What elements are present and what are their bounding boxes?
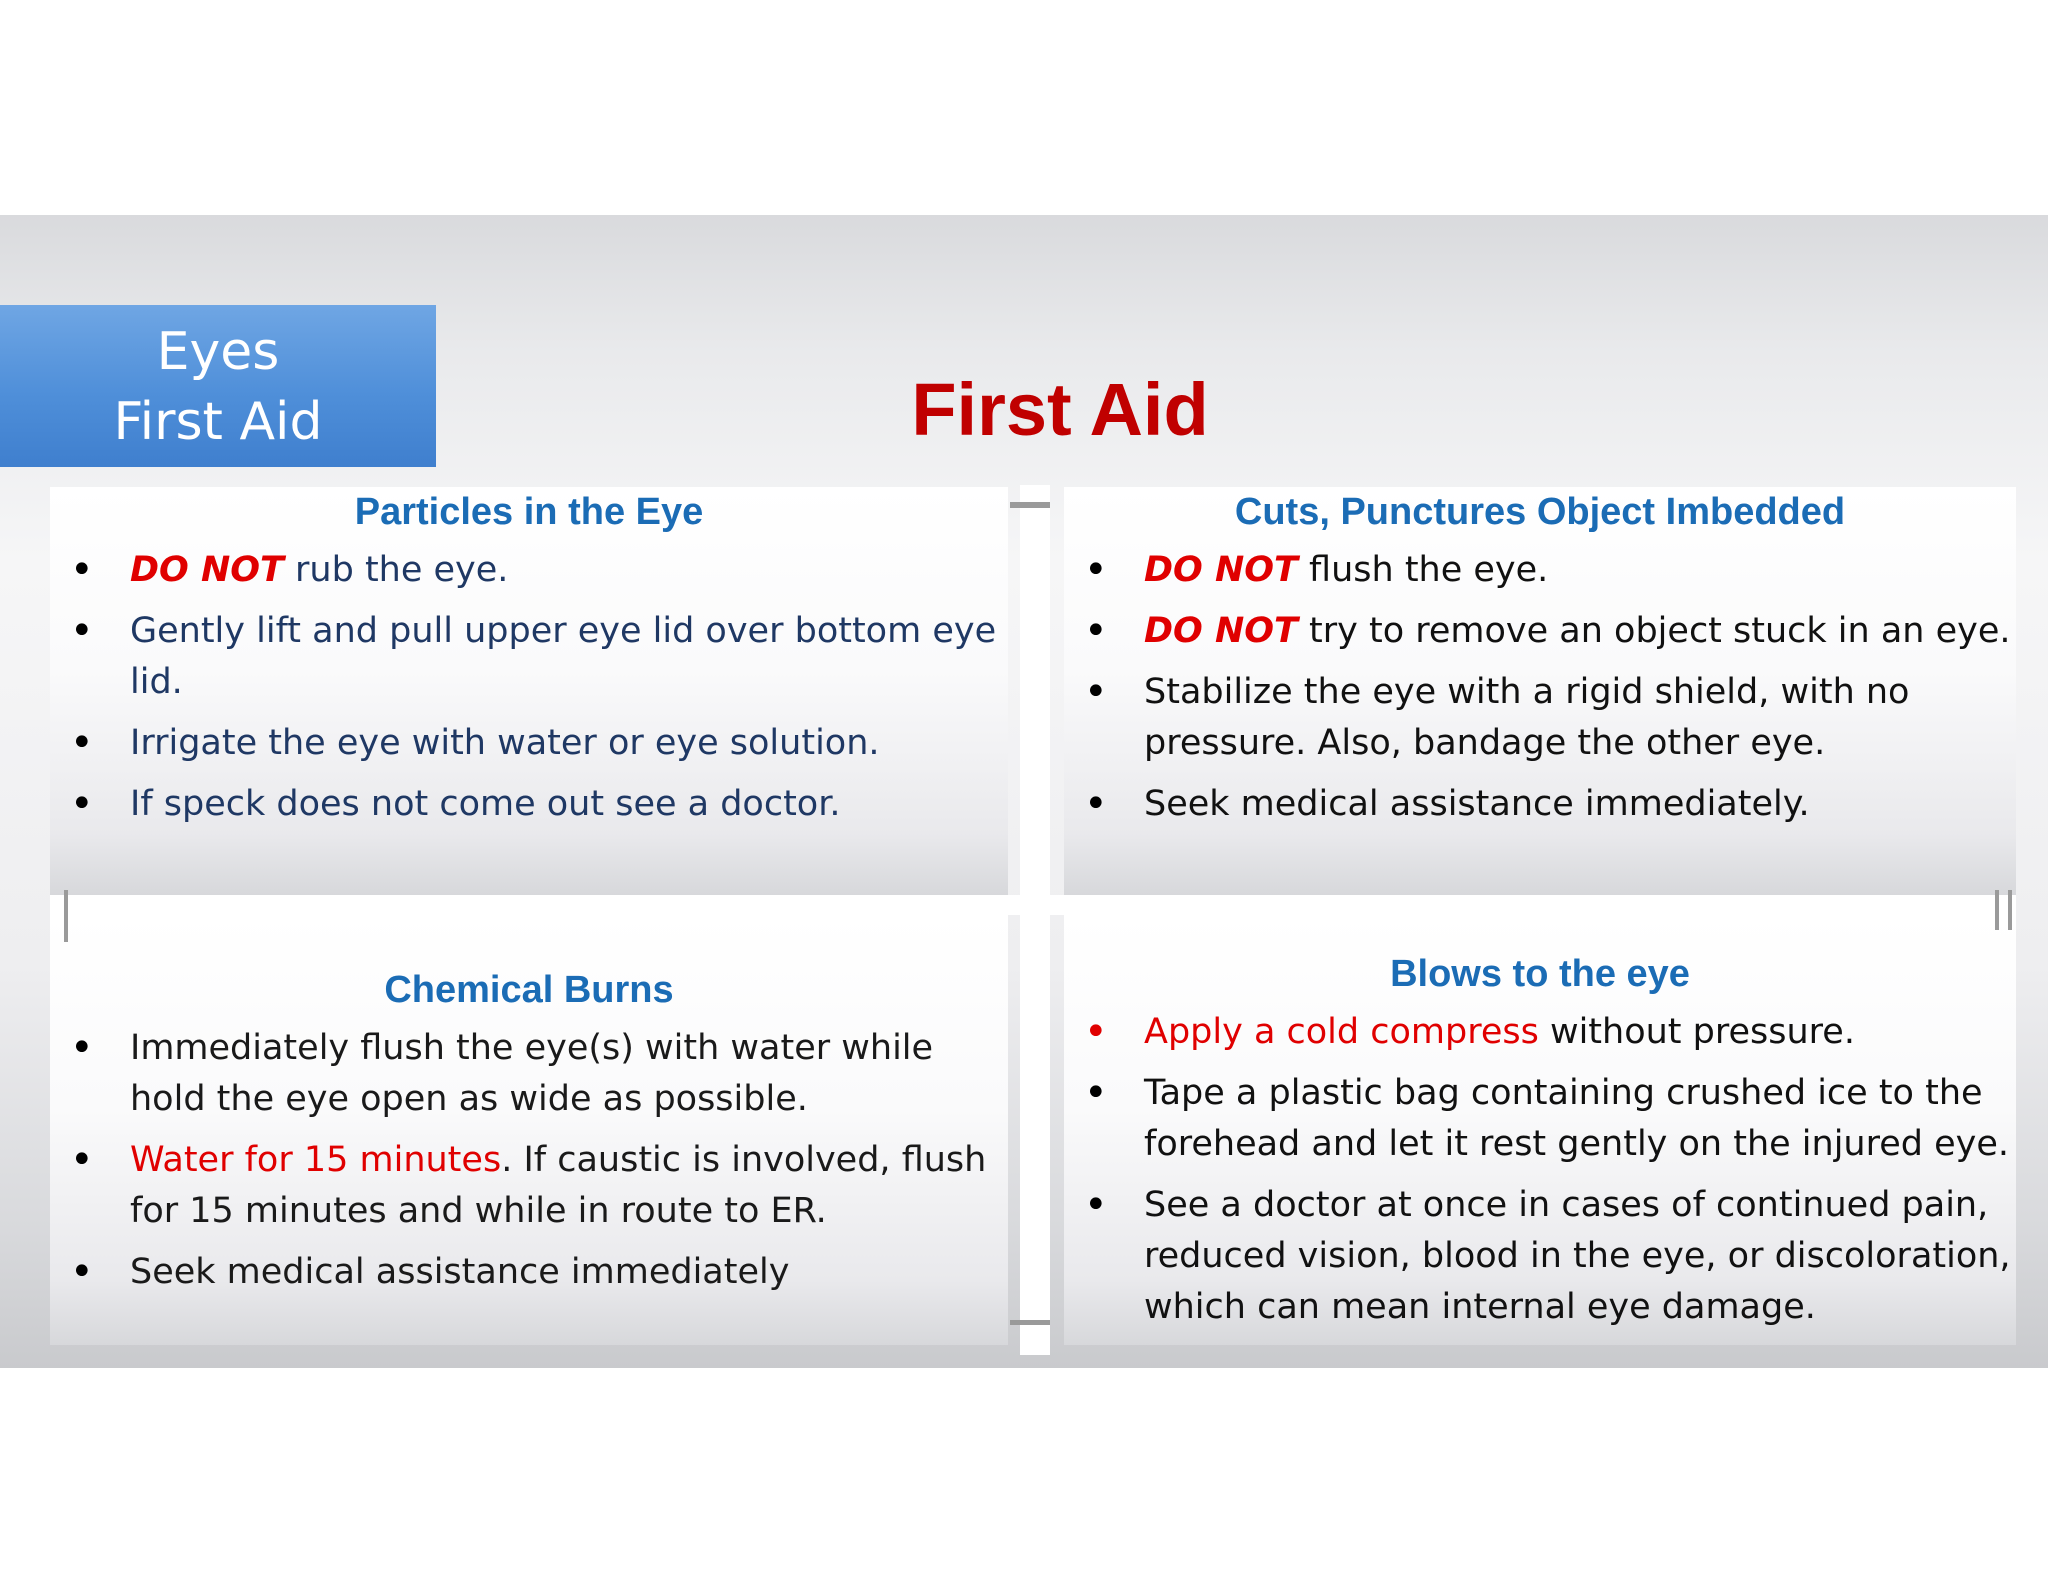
panel-cuts	[1064, 487, 2016, 895]
bullet-list	[50, 545, 1008, 830]
item-text: Tape a plastic bag containing crushed ice to the forehead and let it rest gently on the injured eye.	[1144, 1073, 2010, 1164]
panel-heading: Blows to the eye	[1390, 953, 1690, 995]
highlight-text: Apply a cold compress	[1144, 1012, 1539, 1052]
list-item	[1064, 1068, 2016, 1170]
list-item	[50, 1247, 1008, 1298]
panel-heading: Particles in the Eye	[354, 491, 704, 533]
item-text: Seek medical assistance immediately.	[1144, 784, 1810, 824]
item-text: If speck does not come out see a doctor.	[130, 784, 841, 824]
bullet-list	[50, 1023, 1008, 1298]
highlight-text: Water for 15 minutes	[130, 1140, 502, 1180]
item-text: Gently lift and pull upper eye lid over bottom eye lid.	[130, 611, 997, 702]
divider-mark	[2008, 890, 2012, 930]
list-item	[1064, 1180, 2016, 1333]
list-item	[50, 606, 1008, 708]
item-text: Immediately flush the eye(s) with water while hold the eye open as wide as possible.	[130, 1028, 934, 1119]
slide	[0, 215, 2048, 1368]
divider-mark	[1010, 502, 1050, 508]
warning-text: DO NOT	[1144, 550, 1298, 590]
panel-particles	[50, 487, 1008, 895]
list-item	[1064, 606, 2016, 657]
item-text: See a doctor at once in cases of continued pain, reduced vision, blood in the eye, or discoloration, which can mean internal eye damage.	[1144, 1185, 2011, 1327]
panel-heading: Cuts, Punctures Object Imbedded	[1234, 491, 1846, 533]
divider-mark	[1995, 890, 1999, 930]
list-item	[50, 545, 1008, 596]
item-text: without pressure.	[1538, 1012, 1855, 1052]
topic-tag-line1: Eyes	[156, 322, 280, 382]
topic-tag	[0, 305, 436, 467]
horizontal-divider	[50, 895, 2016, 915]
divider-mark	[1010, 1320, 1050, 1325]
list-item	[1064, 779, 2016, 830]
list-item	[50, 718, 1008, 769]
item-text: rub the eye.	[283, 550, 509, 590]
list-item	[1064, 667, 2016, 769]
list-item	[50, 779, 1008, 830]
panel-heading: Chemical Burns	[384, 969, 674, 1011]
item-text: Stabilize the eye with a rigid shield, with no pressure. Also, bandage the other eye.	[1144, 672, 1910, 763]
warning-text: DO NOT	[1144, 611, 1298, 651]
topic-tag-line2: First Aid	[113, 392, 323, 452]
page-title: First Aid	[911, 368, 1209, 451]
panel-chemical	[50, 915, 1008, 1345]
list-item	[50, 1135, 1008, 1237]
vertical-divider	[1020, 485, 1050, 1355]
item-text: . If caustic is involved, flush for 15 minutes and while in route to ER.	[130, 1140, 987, 1231]
item-text: Irrigate the eye with water or eye solution.	[130, 723, 880, 763]
warning-text: DO NOT	[130, 550, 284, 590]
bullet-list	[1064, 545, 2016, 830]
panel-blows	[1064, 915, 2016, 1345]
list-item	[50, 1023, 1008, 1125]
list-item	[1064, 1007, 2016, 1058]
item-text: Seek medical assistance immediately	[130, 1252, 790, 1292]
item-text: flush the eye.	[1297, 550, 1549, 590]
list-item	[1064, 545, 2016, 596]
item-text: try to remove an object stuck in an eye.	[1297, 611, 2011, 651]
bullet-list	[1064, 1007, 2016, 1333]
divider-mark	[64, 890, 68, 942]
